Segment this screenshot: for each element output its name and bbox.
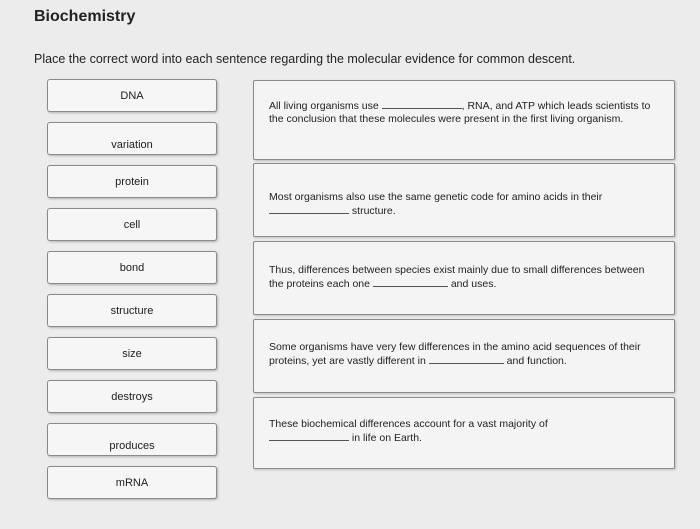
- drop-blank-3[interactable]: [373, 277, 448, 287]
- word-tile-variation[interactable]: [47, 122, 217, 155]
- page-title: Biochemistry: [34, 8, 136, 25]
- word-tile-label: structure: [110, 305, 154, 317]
- sentence-text-before: Thus, differences between species exist mainly due to small differences between the proteins each one: [269, 264, 645, 290]
- sentence-box-5: [253, 397, 675, 469]
- drop-blank-1[interactable]: [382, 99, 462, 109]
- word-tile-protein[interactable]: [47, 165, 217, 198]
- sentence-box-1: [253, 80, 675, 160]
- word-tile-produces[interactable]: [47, 423, 217, 456]
- word-tile-label: protein: [115, 176, 149, 188]
- word-bank: [47, 79, 221, 509]
- word-tile-label: DNA: [120, 90, 144, 102]
- sentence-box-2: [253, 163, 675, 237]
- sentence-text-after: in life on Earth.: [351, 431, 422, 444]
- word-tile-dna[interactable]: [47, 79, 217, 112]
- word-tile-label: mRNA: [115, 477, 149, 489]
- sentence-text-before: Most organisms also use the same genetic code for amino acids in their: [269, 191, 603, 203]
- word-tile-structure[interactable]: [47, 294, 217, 327]
- word-tile-label: produces: [109, 440, 155, 452]
- instructions-text: Place the correct word into each sentence regarding the molecular evidence for common descent.: [34, 52, 576, 66]
- sentence-text-after: , RNA, and ATP which leads scientists to the conclusion that these molecules were present in the first living organism.: [269, 100, 651, 125]
- sentence-text-before: These biochemical differences account for a vast majority of: [269, 418, 548, 430]
- sentence-box-4: [253, 319, 675, 393]
- sentence-text-after: structure.: [351, 204, 396, 217]
- word-tile-cell[interactable]: [47, 208, 217, 241]
- word-tile-label: size: [122, 348, 142, 360]
- word-tile-size[interactable]: [47, 337, 217, 370]
- sentence-box-3: [253, 241, 675, 315]
- sentence-text-before: Some organisms have very few differences in the amino acid sequences of their proteins, yet are vastly different in: [269, 341, 641, 367]
- word-tile-label: bond: [119, 262, 145, 274]
- drop-blank-5[interactable]: [269, 431, 349, 441]
- sentence-text-before: All living organisms use: [269, 100, 379, 112]
- sentence-text-after: and uses.: [450, 277, 497, 290]
- word-tile-mrna[interactable]: [47, 466, 217, 499]
- sentence-text-after: and function.: [506, 354, 567, 367]
- word-tile-bond[interactable]: [47, 251, 217, 284]
- word-tile-label: destroys: [111, 391, 153, 403]
- drop-blank-2[interactable]: [269, 204, 349, 214]
- word-tile-label: cell: [123, 219, 141, 231]
- word-tile-label: variation: [111, 139, 153, 151]
- word-tile-destroys[interactable]: [47, 380, 217, 413]
- drop-blank-4[interactable]: [429, 354, 504, 364]
